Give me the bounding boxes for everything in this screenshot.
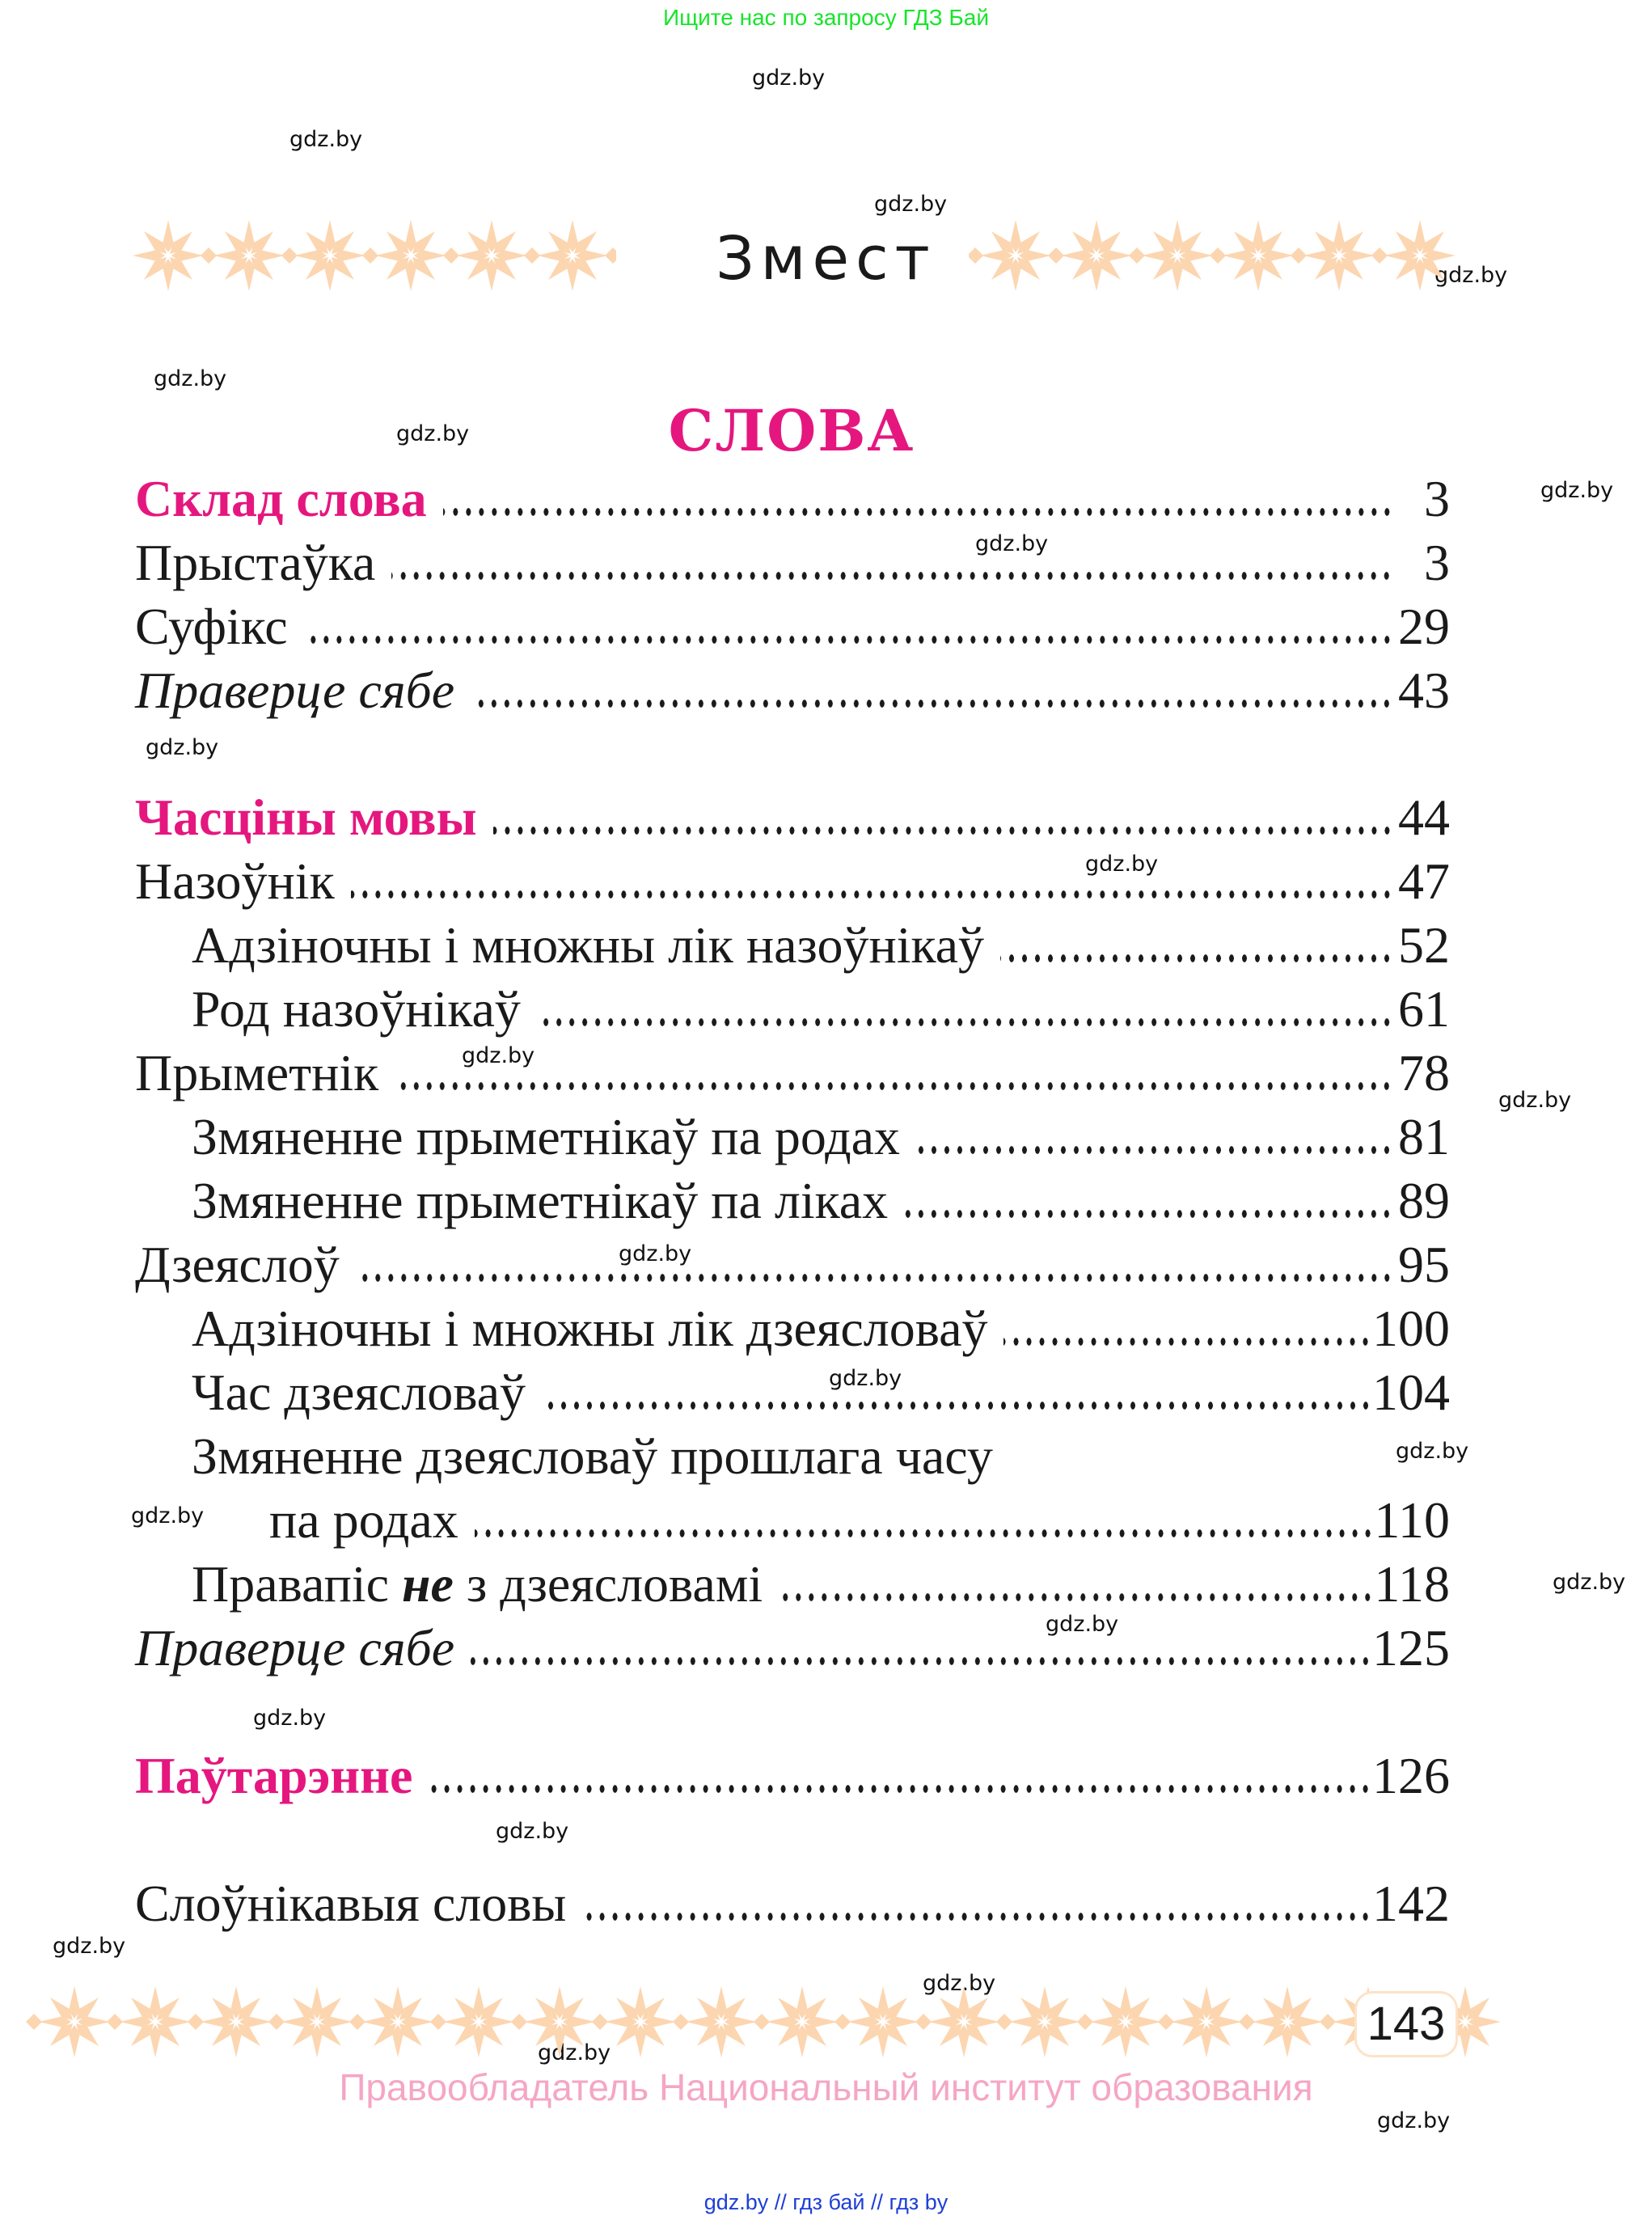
watermark: gdz.by [923,1971,996,1996]
watermark: gdz.by [1434,263,1508,288]
toc-entry[interactable] [135,1228,1450,1293]
toc-entry[interactable] [135,590,1450,655]
watermark: gdz.by [1553,1570,1626,1595]
toc-entry-label: Прыметнік [135,1044,379,1101]
toc-entry-label: Час дзеясловаў [192,1364,526,1421]
toc-entry-page: 44 [1398,789,1450,846]
toc-entry[interactable] [135,463,1450,527]
toc-entry-page: 118 [1374,1555,1450,1613]
toc-entry-label: Праверце сябе [135,1619,455,1676]
dot-leader [351,853,1393,910]
watermark: gdz.by [874,192,948,217]
watermark: gdz.by [1377,2108,1451,2133]
watermark: gdz.by [131,1503,205,1528]
toc-entry-page: 3 [1424,534,1450,591]
toc-entry-page: 125 [1372,1619,1450,1676]
toc-entry-label: Змяненне прыметнікаў па ліках [192,1172,889,1229]
dot-leader [916,1109,1393,1165]
toc-entry-page: 104 [1372,1364,1450,1421]
dot-leader [356,1237,1393,1293]
dot-leader [395,1045,1393,1101]
watermark: gdz.by [1396,1439,1469,1464]
watermark: gdz.by [154,366,227,391]
toc-entry[interactable] [192,1165,1450,1229]
watermark: gdz.by [829,1366,902,1391]
dot-leader [904,1173,1393,1229]
dot-leader [391,535,1393,591]
toc-entry[interactable] [135,781,1450,846]
toc-entry[interactable] [269,1484,1450,1549]
toc-entry[interactable] [192,1420,1450,1485]
toc-entry[interactable] [135,654,1450,719]
star-ornament-icon [24,1981,1512,2062]
dot-leader [429,1748,1372,1804]
watermark: gdz.by [496,1819,569,1844]
toc-entry-label: Адзіночны і множны лік дзеясловаў [192,1300,988,1357]
toc-entry[interactable] [135,1740,1450,1804]
toc-entry-label: Адзіночны і множны лік назоўнікаў [192,916,984,974]
toc-entry-page: 95 [1398,1236,1450,1293]
label-part: з дзеясловамі [453,1555,763,1613]
dot-leader [304,598,1393,655]
toc-entry[interactable] [192,1356,1450,1421]
watermark: gdz.by [396,421,470,446]
toc-entry-page: 47 [1398,852,1450,910]
watermark: gdz.by [1498,1088,1572,1113]
toc-entry-label: Назоўнік [135,852,335,910]
page-title: Змест [716,224,936,294]
dot-leader [779,1556,1374,1613]
toc-entry[interactable] [192,1101,1450,1165]
toc-entry-label: Склад слова [135,470,427,527]
toc-entry-label: Прыстаўка [135,534,376,591]
watermark: gdz.by [975,531,1049,556]
toc-entry-label: Паўтарэнне [135,1747,413,1804]
dot-leader [1009,1428,1393,1485]
toc-entry-page: 52 [1398,916,1450,974]
toc-entry[interactable] [192,909,1450,974]
toc-entry-label: Род назоўнікаў [192,980,521,1038]
label-emphasis: не [402,1555,454,1613]
watermark: gdz.by [146,735,219,760]
watermark: gdz.by [1085,852,1159,877]
toc-entry[interactable] [135,1867,1450,1932]
watermark: gdz.by [53,1934,126,1959]
footer-links[interactable]: gdz.by // гдз бай // гдз by [703,2190,949,2214]
dot-leader [443,471,1393,527]
watermark: gdz.by [1540,478,1614,503]
toc-entry-page: 126 [1372,1747,1450,1804]
dot-leader [475,1492,1375,1549]
toc-entry[interactable] [192,1292,1450,1357]
toc-entry-label: Змяненне прыметнікаў па родах [192,1108,901,1165]
page-number-badge: 143 [1354,1991,1458,2057]
toc-entry[interactable] [192,1548,1450,1613]
toc-entry-page: 89 [1398,1172,1450,1229]
toc-entry-page: 110 [1374,1491,1450,1549]
toc-entry-label: па родах [269,1491,458,1549]
toc-entry[interactable] [135,526,1450,591]
label-part: Правапіс [192,1555,402,1613]
toc-entry-label: Часціны мовы [135,789,477,846]
toc-entry-page: 81 [1398,1108,1450,1165]
toc-entry[interactable] [135,1037,1450,1101]
watermark: gdz.by [253,1706,327,1731]
toc-entry-page: 78 [1398,1044,1450,1101]
watermark: gdz.by [619,1241,692,1266]
dot-leader [471,1620,1372,1676]
toc-entry-label: Слоўнікавыя словы [135,1875,567,1932]
toc-entry-page: 61 [1398,980,1450,1038]
toc-entry-page: 100 [1372,1300,1450,1357]
toc-entry-label: Змяненне дзеясловаў прошлага часу [192,1427,993,1485]
toc-entry-label: Дзеяслоў [135,1236,340,1293]
toc-entry-page: 142 [1372,1875,1450,1932]
toc-entry[interactable] [135,1612,1450,1676]
toc-entry[interactable] [135,845,1450,910]
toc-entry-page: 3 [1424,470,1450,527]
watermark: gdz.by [289,127,363,152]
dot-leader [1000,917,1393,974]
star-ornament-icon [969,218,1457,293]
watermark: gdz.by [462,1043,535,1068]
toc-entry-page: 43 [1398,662,1450,719]
watermark: gdz.by [538,2040,611,2065]
dot-leader [542,1364,1372,1421]
toc-entry[interactable] [192,973,1450,1038]
toc-entry-label [192,1556,779,1613]
toc-entry-page: 29 [1398,598,1450,655]
dot-leader [582,1875,1372,1932]
part-heading: СЛОВА [668,397,915,464]
top-search-banner[interactable]: Ищите нас по запросу ГДЗ Бай [662,5,990,30]
dot-leader [493,789,1393,846]
watermark: gdz.by [752,66,826,91]
toc-entry-label: Праверце сябе [135,662,455,719]
dot-leader [471,662,1393,719]
dot-leader [537,981,1393,1038]
folk-ornament-bottom [24,1981,1512,2062]
copyright-notice: Правообладатель Национальный институт образования [339,2066,1313,2108]
watermark: gdz.by [1046,1612,1119,1637]
dot-leader [1003,1300,1372,1357]
toc-entry-label: Суфікс [135,598,288,655]
folk-ornament-right [969,218,1457,293]
